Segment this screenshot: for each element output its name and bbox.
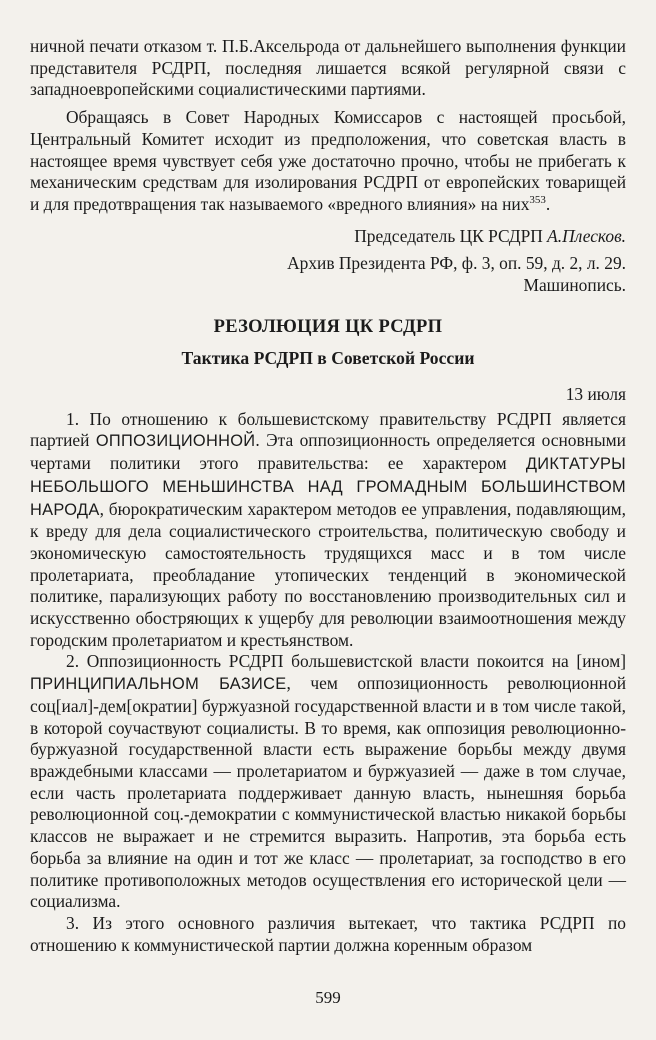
signature-line xyxy=(30,226,626,248)
p1-text-b: . Эта оппозиционность определяется основными чертами политики этого правительства: ее характером xyxy=(30,430,626,474)
p1-caps-2: ДИКТАТУРЫ НЕБОЛЬШОГО МЕНЬШИНСТВА НАД ГРОМАДНЫМ БОЛЬШИНСТВОМ НАРОДА xyxy=(30,455,626,519)
intro-paragraph-1: ничной печати отказом т. П.Б.Аксельрода от дальнейшего выполнения функции представителя РСДРП, последняя лишается всякой регулярной связи с западноевропейскими социалистическими партиями. xyxy=(30,36,626,100)
intro-paragraph-2-end: . xyxy=(545,193,551,214)
signature-name: А.Плесков. xyxy=(547,225,626,246)
footnote-ref: 353 xyxy=(529,194,546,207)
resolution-paragraph-3: 3. Из этого основного различия вытекает, что тактика РСДРП по отношению к коммунистической партии должна коренным образом xyxy=(30,912,626,955)
intro-paragraph-2 xyxy=(30,107,626,216)
p1-text-c: , бюрократическим характером методов ее управления, подавляющим, к вреду для дела социалистического строительства, политическую свободу и экономическую самостоятельность трудящихся масс и в том числе пролетариата, преобладание утопических тенденций в экономической политике, парализующих работу по восстановлению производительных сил и искусственно обостряющих к ущербу для революции взаимоотношения между городским пролетариатом и крестьянством. xyxy=(30,498,626,650)
p2-text-a: 2. Оппозиционность РСДРП большевистской власти покоится на [ином] xyxy=(66,651,626,672)
p2-text-b: , чем оппозиционность революционной соц[иал]-дем[ократии] буржуазной государственной власти и в том числе такой, в которой соучаствуют социалисты. В то время, как оппозиция революционно-буржуазной государственной власти есть выражение борьбы между двумя враждебными классами — пролетариатом и буржуазией — даже в том случае, если часть пролетариата поддерживает данную власть, нынешняя борьба революционной соц.-демократии с коммунистической властью никакой борьбы классов не выражает и не стремится выразить. Напротив, эта борьба есть борьба за влияние на один и тот же класс — пролетариат, за господство в его политике противоположных методов осуществления его исторической цели — социализма. xyxy=(30,673,626,912)
resolution-date: 13 июля xyxy=(565,383,626,404)
archive-type: Машинопись. xyxy=(523,275,626,296)
p2-caps: ПРИНЦИПИАЛЬНОМ БАЗИСЕ xyxy=(30,675,287,694)
resolution-subtitle: Тактика РСДРП в Советской России xyxy=(181,347,475,368)
resolution-paragraph-2 xyxy=(30,651,626,912)
page-number: 599 xyxy=(315,988,341,1007)
p1-text-a: 1. По отношению к большевистскому правительству РСДРП является партией xyxy=(30,408,626,451)
intro-paragraph-2-text: Обращаясь в Совет Народных Комиссаров с настоящей просьбой, Центральный Комитет исходит из предположения, что советская власть в настоящее время чувствует себя уже достаточно прочно, чтобы не прибегать к механическим средствам для изолирования РСДРП от европейских товарищей и для предотвращения так называемого «вредного влияния» на них xyxy=(30,107,626,214)
resolution-paragraph-1 xyxy=(30,409,626,652)
resolution-title: РЕЗОЛЮЦИЯ ЦК РСДРП xyxy=(213,316,443,337)
p1-caps-1: ОППОЗИЦИОННОЙ xyxy=(95,432,256,451)
archive-source: Архив Президента РФ, ф. 3, оп. 59, д. 2, л. 29. xyxy=(287,253,626,274)
signature-role: Председатель ЦК РСДРП xyxy=(354,225,543,246)
